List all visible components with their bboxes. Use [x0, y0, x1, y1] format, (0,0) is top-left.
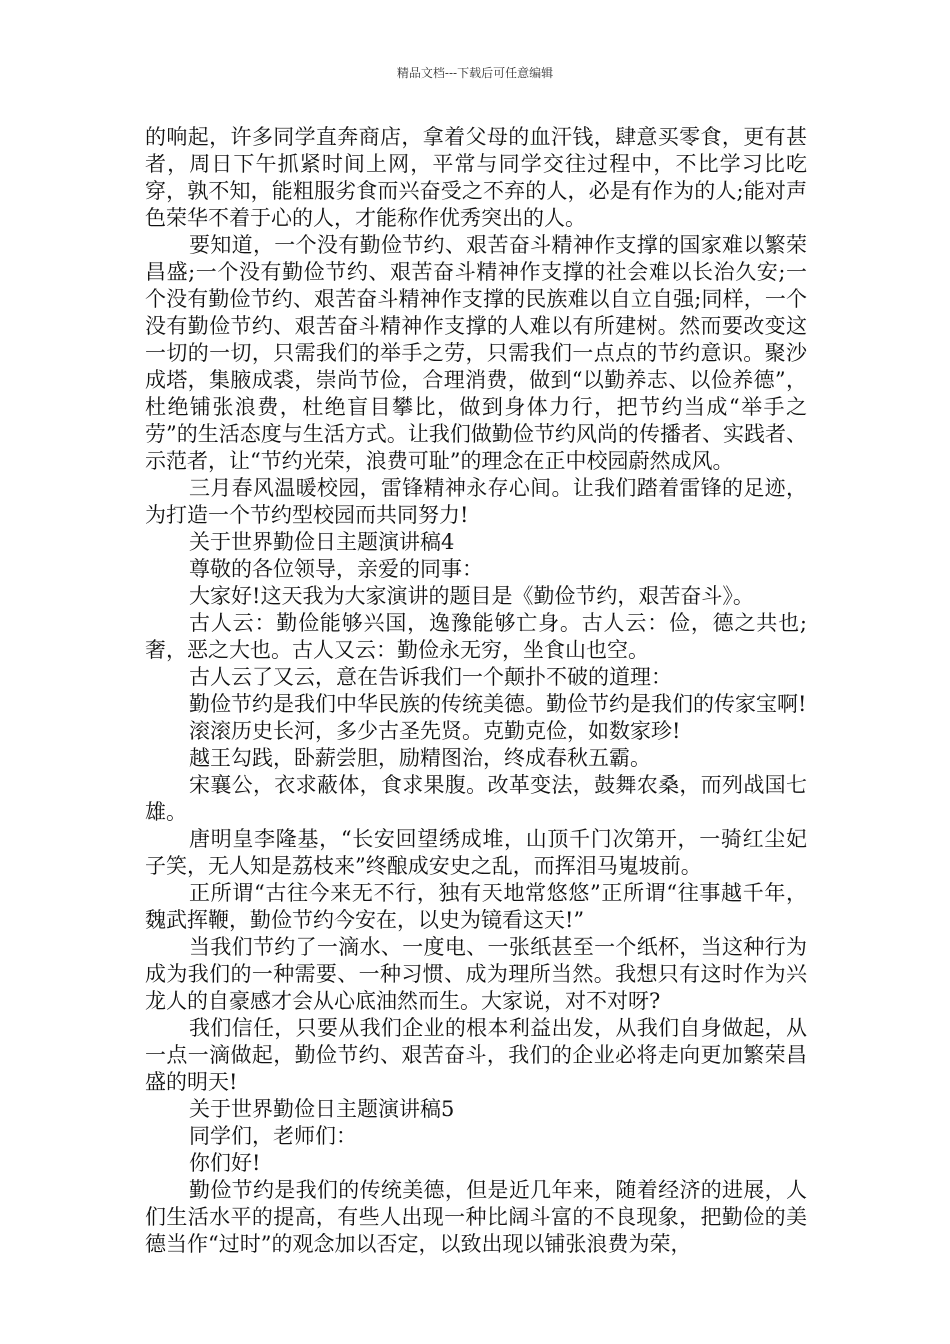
- document-body: [145, 124, 807, 1258]
- paragraph: 滚滚历史长河，多少古圣先贤。克勤克俭，如数家珍!: [189, 719, 681, 743]
- paragraph: 越王勾践，卧薪尝胆，励精图治，终成春秋五霸。: [189, 746, 651, 770]
- paragraph: 的响起，许多同学直奔商店，拿着父母的血汗钱，肆意买零食，更有甚者，周日下午抓紧时间上网，平常与同学交往过程中，不比学习比吃穿，孰不知，能粗服劣食而兴奋受之不弃的人，必是有作为的人;能对声色荣华不着于心的人，才能称作优秀突出的人。: [145, 125, 807, 230]
- paragraph: 唐明皇李隆基，“长安回望绣成堆，山顶千门次第开，一骑红尘妃子笑，无人知是荔枝来”终酿成安史之乱，而挥泪马嵬坡前。: [145, 827, 807, 878]
- paragraph: 你们好!: [189, 1151, 261, 1175]
- paragraph: 同学们，老师们：: [189, 1124, 357, 1148]
- paragraph: 我们信任，只要从我们企业的根本利益出发，从我们自身做起，从一点一滴做起，勤俭节约、艰苦奋斗，我们的企业必将走向更加繁荣昌盛的明天!: [145, 1016, 807, 1094]
- paragraph: 正所谓“古往今来无不行，独有天地常悠悠”正所谓“往事越千年，魏武挥鞭，勤俭节约今安在，以史为镜看这天!”: [145, 881, 807, 932]
- paragraph: 大家好!这天我为大家演讲的题目是《勤俭节约，艰苦奋斗》。: [189, 584, 754, 608]
- paragraph: 要知道，一个没有勤俭节约、艰苦奋斗精神作支撑的国家难以繁荣昌盛;一个没有勤俭节约、艰苦奋斗精神作支撑的社会难以长治久安;一个没有勤俭节约、艰苦奋斗精神作支撑的民族难以自立自强;同样，一个没有勤俭节约、艰苦奋斗精神作支撑的人难以有所建树。然而要改变这一切的一切，只需我们的举手之劳，只需我们一点点的节约意识。聚沙成塔，集腋成裘，崇尚节俭，合理消费，做到“以勤养志、以俭养德”，杜绝铺张浪费，杜绝盲目攀比，做到身体力行，把节约当成“举手之劳”的生活态度与生活方式。让我们做勤俭节约风尚的传播者、实践者、示范者，让“节约光荣，浪费可耻”的理念在正中校园蔚然成风。: [145, 233, 807, 473]
- paragraph: 当我们节约了一滴水、一度电、一张纸甚至一个纸杯，当这种行为成为我们的一种需要、一种习惯、成为理所当然。我想只有这时作为兴龙人的自豪感才会从心底油然而生。大家说，对不对呀?: [145, 935, 807, 1013]
- paragraph: 古人云：勤俭能够兴国，逸豫能够亡身。古人云：俭，德之共也;奢，恶之大也。古人又云：勤俭永无穷，坐食山也空。: [145, 611, 807, 662]
- paragraph: 关于世界勤俭日主题演讲稿5: [189, 1097, 455, 1121]
- paragraph: 古人云了又云，意在告诉我们一个颠扑不破的道理：: [189, 665, 672, 689]
- paragraph: 宋襄公，衣求蔽体，食求果腹。改革变法，鼓舞农桑，而列战国七雄。: [145, 773, 807, 824]
- paragraph: 三月春风温暖校园，雷锋精神永存心间。让我们踏着雷锋的足迹，为打造一个节约型校园而共同努力!: [145, 476, 807, 527]
- page-header: 精品文档---下载后可任意编辑: [396, 66, 554, 80]
- paragraph: 关于世界勤俭日主题演讲稿4: [189, 530, 455, 554]
- paragraph: 尊敬的各位领导，亲爱的同事：: [189, 557, 483, 581]
- paragraph: 勤俭节约是我们的传统美德，但是近几年来，随着经济的进展，人们生活水平的提高，有些人出现一种比阔斗富的不良现象，把勤俭的美德当作“过时”的观念加以否定，以致出现以铺张浪费为荣，: [145, 1178, 807, 1256]
- paragraph: 勤俭节约是我们中华民族的传统美德。勤俭节约是我们的传家宝啊!: [189, 692, 807, 716]
